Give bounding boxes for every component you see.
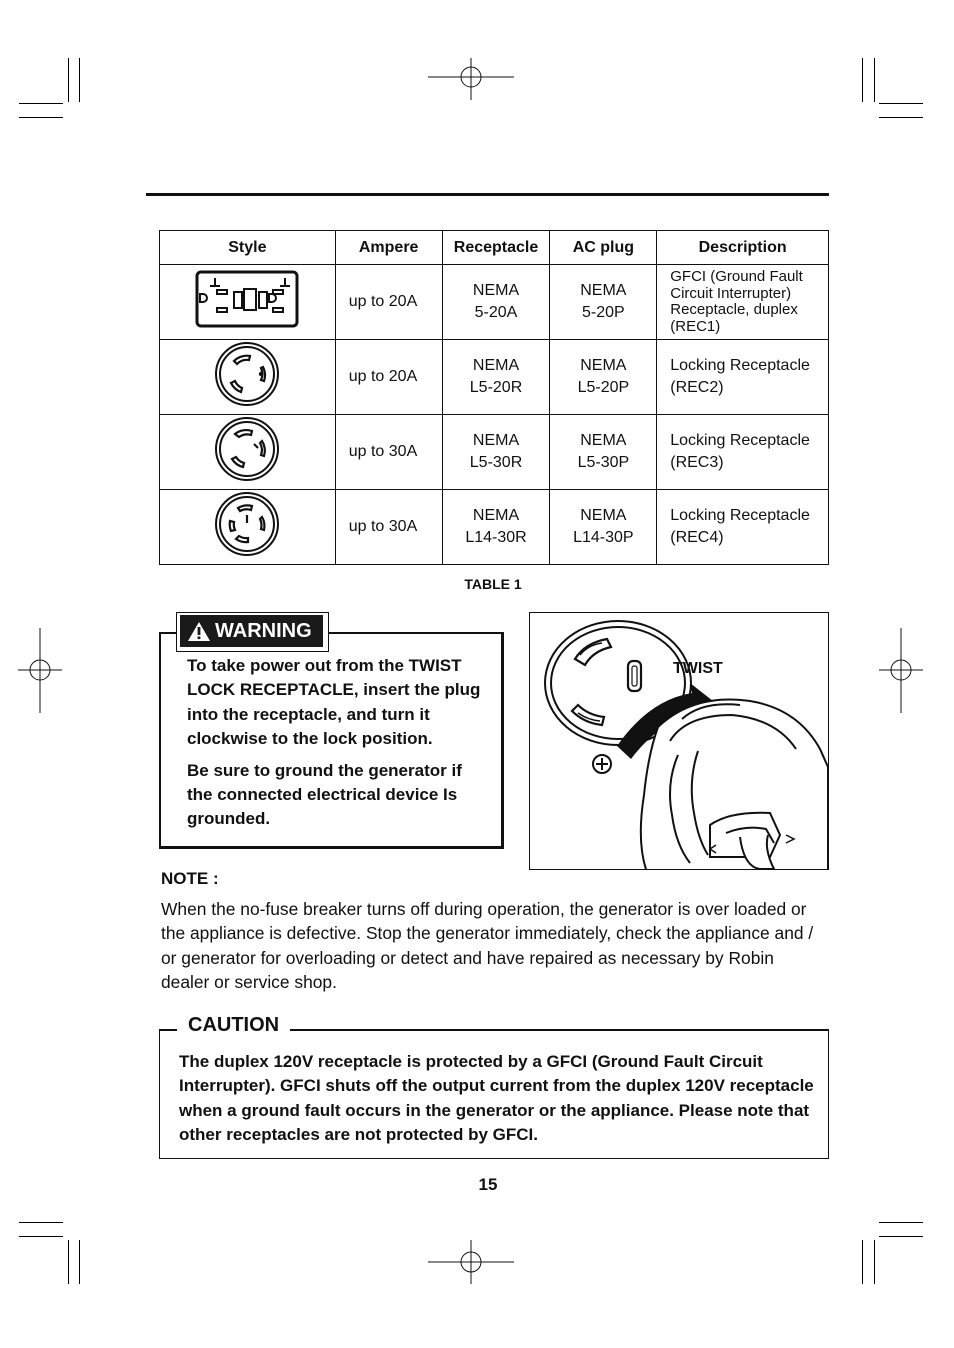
receptacle-cell	[442, 265, 550, 340]
twist-lock-figure	[529, 612, 829, 870]
locking-receptacle-icon	[214, 341, 280, 407]
receptacle-table	[159, 230, 829, 565]
plug-line-2: 5-20P	[582, 304, 625, 321]
warning-label: WARNING	[215, 619, 312, 642]
receptacle-line-1: NEMA	[472, 282, 520, 299]
header-ampere: Ampere	[335, 231, 442, 265]
page-number: 15	[478, 1175, 498, 1194]
note-body: When the no-fuse breaker turns off during operation, the generator is over loaded or the appliance is defective. Stop the generator immediately, check the appliance and / or generator for overloading or detect and have repaired as necessary by Robin dealer or service shop.	[161, 899, 814, 993]
header-description: Description	[657, 231, 829, 265]
ampere-cell: up to 30A	[335, 415, 442, 490]
description-line: (REC3)	[670, 454, 724, 471]
table-row	[160, 340, 829, 415]
note-title: NOTE :	[161, 869, 219, 888]
plug-cell	[550, 490, 657, 565]
description-cell	[657, 415, 829, 490]
header-ac-plug: AC plug	[550, 231, 657, 265]
plug-line-1: NEMA	[580, 282, 627, 299]
description-line: Locking Receptacle	[670, 357, 810, 374]
plug-cell	[550, 415, 657, 490]
receptacle-line-2: 5-20A	[474, 304, 518, 321]
table-row	[160, 415, 829, 490]
description-cell	[657, 340, 829, 415]
receptacle-line-2: L14-30R	[465, 529, 527, 546]
warning-text	[187, 654, 492, 839]
description-line: Receptacle, duplex	[670, 301, 798, 318]
description-cell	[657, 265, 829, 340]
locking-receptacle-icon	[214, 491, 280, 557]
plug-cell	[550, 340, 657, 415]
receptacle-cell	[442, 340, 550, 415]
table-row	[160, 490, 829, 565]
plug-line-2: L14-30P	[573, 529, 634, 546]
ampere-cell: up to 20A	[335, 265, 442, 340]
table-header-row	[160, 231, 829, 265]
description-line: GFCI (Ground Fault	[670, 268, 803, 285]
receptacle-line-1: NEMA	[472, 432, 520, 449]
receptacle-line-2: L5-20R	[469, 379, 523, 396]
ampere-cell: up to 30A	[335, 490, 442, 565]
twist-lock-illustration	[530, 613, 828, 869]
description-line: (REC4)	[670, 529, 724, 546]
ampere-cell: up to 20A	[335, 340, 442, 415]
twist-label: TWIST	[673, 660, 723, 677]
style-cell	[160, 265, 336, 340]
receptacle-cell	[442, 490, 550, 565]
warning-paragraph: Be sure to ground the generator if the connected electrical device Is grounded.	[187, 760, 462, 829]
table-row	[160, 265, 829, 340]
receptacle-cell	[442, 415, 550, 490]
plug-cell	[550, 265, 657, 340]
receptacle-line-2: L5-30R	[469, 454, 523, 471]
receptacle-line-1: NEMA	[472, 357, 520, 374]
description-line: Locking Receptacle	[670, 432, 810, 449]
duplex-receptacle-icon	[195, 270, 299, 328]
description-line: (REC1)	[670, 317, 721, 335]
header-rule	[146, 193, 829, 196]
caution-label: CAUTION	[177, 1014, 290, 1037]
warning-paragraph: To take power out from the TWIST LOCK RECEPTACLE, insert the plug into the receptacle, and turn it clockwise to the lock position.	[187, 656, 481, 749]
locking-receptacle-icon	[214, 416, 280, 482]
warning-tab	[180, 615, 323, 647]
plug-line-1: NEMA	[580, 507, 627, 524]
description-line: Circuit Interrupter)	[670, 284, 792, 302]
caution-text: The duplex 120V receptacle is protected by a GFCI (Ground Fault Circuit Interrupter). GFCI shuts off the output current from the duplex 120V receptacle when a ground fault occurs in the generator or the appliance. Please note that other receptacles are not protected by GFCI.	[179, 1052, 814, 1145]
description-line: (REC2)	[670, 379, 724, 396]
plug-line-1: NEMA	[580, 357, 627, 374]
style-cell	[160, 415, 336, 490]
warning-triangle-icon	[187, 621, 211, 642]
header-style: Style	[160, 231, 336, 265]
receptacle-line-1: NEMA	[472, 507, 520, 524]
description-cell	[657, 490, 829, 565]
plug-line-2: L5-30P	[577, 454, 630, 471]
table-caption: TABLE 1	[464, 576, 522, 592]
plug-line-2: L5-20P	[577, 379, 630, 396]
plug-line-1: NEMA	[580, 432, 627, 449]
header-receptacle: Receptacle	[442, 231, 550, 265]
style-cell	[160, 490, 336, 565]
style-cell	[160, 340, 336, 415]
description-line: Locking Receptacle	[670, 507, 810, 524]
